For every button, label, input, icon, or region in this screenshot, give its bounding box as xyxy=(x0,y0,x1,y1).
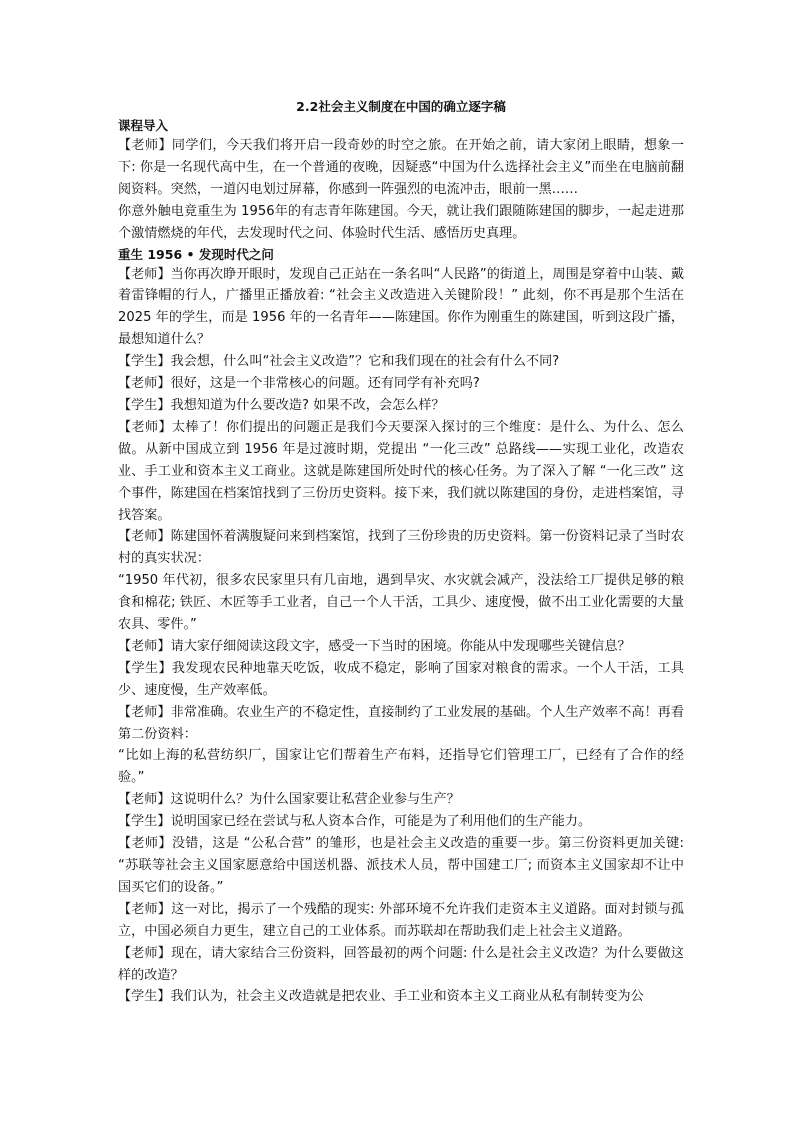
paragraph: 【老师】陈建国怀着满腹疑问来到档案馆，找到了三份珍贵的历史资料。第一份资料记录了当时农村的真实状况： xyxy=(118,529,684,567)
paragraph: 【老师】现在，请大家结合三份资料，回答最初的两个问题: 什么是社会主义改造？为什么要做这样的改造？ xyxy=(118,945,684,983)
paragraph: 【老师】非常准确。农业生产的不稳定性，直接制约了工业发展的基础。个人生产效率不高！再看第二份资料： xyxy=(118,704,684,742)
paragraph: 【老师】这一对比，揭示了一个残酷的现实: 外部环境不允许我们走资本主义道路。面对封锁与孤立，中国必须自力更生，建立自己的工业体系。而苏联却在帮助我们走上社会主义道路。 xyxy=(118,901,684,939)
document-page xyxy=(118,98,684,1008)
paragraph: 【老师】这说明什么？为什么国家要让私营企业参与生产？ xyxy=(118,792,460,808)
paragraph: 【学生】我会想，什么叫“社会主义改造”？它和我们现在的社会有什么不同? xyxy=(118,354,560,370)
paragraph: 【老师】太棒了！你们提出的问题正是我们今天要深入探讨的三个维度：是什么、为什么、怎么做。从新中国成立到 1956 年是过渡时期，党提出 “一化三改” 总路线——实现工业化，改造农业、手工业和资本主义工商业。这就是陈建国所处时代的核心任务。为了深入了解 “一化三改” 这个事件，陈建国在档案馆找到了三份历史资料。接下来，我们就以陈建国的身份，走进档案馆，寻找答案。 xyxy=(118,419,684,523)
paragraph: 【学生】我想知道为什么要改造? 如果不改，会怎么样？ xyxy=(118,397,445,413)
quoted-source: “比如上海的私营纺织厂，国家让它们帮着生产布料，还指导它们管理工厂，已经有了合作的经验。” xyxy=(118,748,684,786)
section-heading-intro: 课程导入 xyxy=(118,118,169,133)
paragraph: 【老师】没错，这是 “公私合营” 的雏形，也是社会主义改造的重要一步。第三份资料更加关键: “苏联等社会主义国家愿意给中国送机器、派技术人员，帮中国建工厂; 而资本主义国家却不让中国买它们的设备。” xyxy=(118,836,684,895)
paragraph: 【老师】当你再次睁开眼时，发现自己正站在一条名叫“人民路”的街道上，周围是穿着中山装、戴着雷锋帽的行人，广播里正播放着: “社会主义改造进入关键阶段！” 此刻，你不再是那个生活在 2025 年的学生，而是 1956 年的一名青年——陈建国。你作为刚重生的陈建国，听到这段广播，最想知道什么？ xyxy=(118,266,684,348)
section-heading-rebirth: 重生 1956 • 发现时代之问 xyxy=(118,246,274,262)
paragraph: 【老师】同学们，今天我们将开启一段奇妙的时空之旅。在开始之前，请大家闭上眼睛，想象一下: 你是一名现代高中生，在一个普通的夜晚，因疑惑“中国为什么选择社会主义”而坐在电脑前翻阅资料。突然，一道闪电划过屏幕，你感到一阵强烈的电流冲击，眼前一黑…… xyxy=(118,138,684,197)
paragraph: 【老师】很好，这是一个非常核心的问题。还有同学有补充吗? xyxy=(118,376,480,392)
paragraph: 你意外触电竟重生为 1956年的有志青年陈建国。今天，就让我们跟随陈建国的脚步，一起走进那个激情燃烧的年代，去发现时代之问、体验时代生活、感悟历史真理。 xyxy=(118,203,684,241)
document-title: 2.2社会主义制度在中国的确立逐字稿 xyxy=(296,99,506,114)
quoted-source: “1950 年代初，很多农民家里只有几亩地，遇到旱灾、水灾就会减产，没法给工厂提供足够的粮食和棉花; 铁匠、木匠等手工业者，自己一个人干活，工具少、速度慢，做不出工业化需要的大量农具、零件。” xyxy=(118,573,684,633)
paragraph: 【学生】我们认为，社会主义改造就是把农业、手工业和资本主义工商业从私有制转变为公 xyxy=(118,989,644,1005)
paragraph: 【学生】我发现农民种地靠天吃饭，收成不稳定，影响了国家对粮食的需求。一个人干活，工具少、速度慢，生产效率低。 xyxy=(118,660,684,698)
paragraph: 【老师】请大家仔细阅读这段文字，感受一下当时的困境。你能从中发现哪些关键信息？ xyxy=(118,638,631,654)
paragraph: 【学生】说明国家已经在尝试与私人资本合作，可能是为了利用他们的生产能力。 xyxy=(118,814,592,830)
